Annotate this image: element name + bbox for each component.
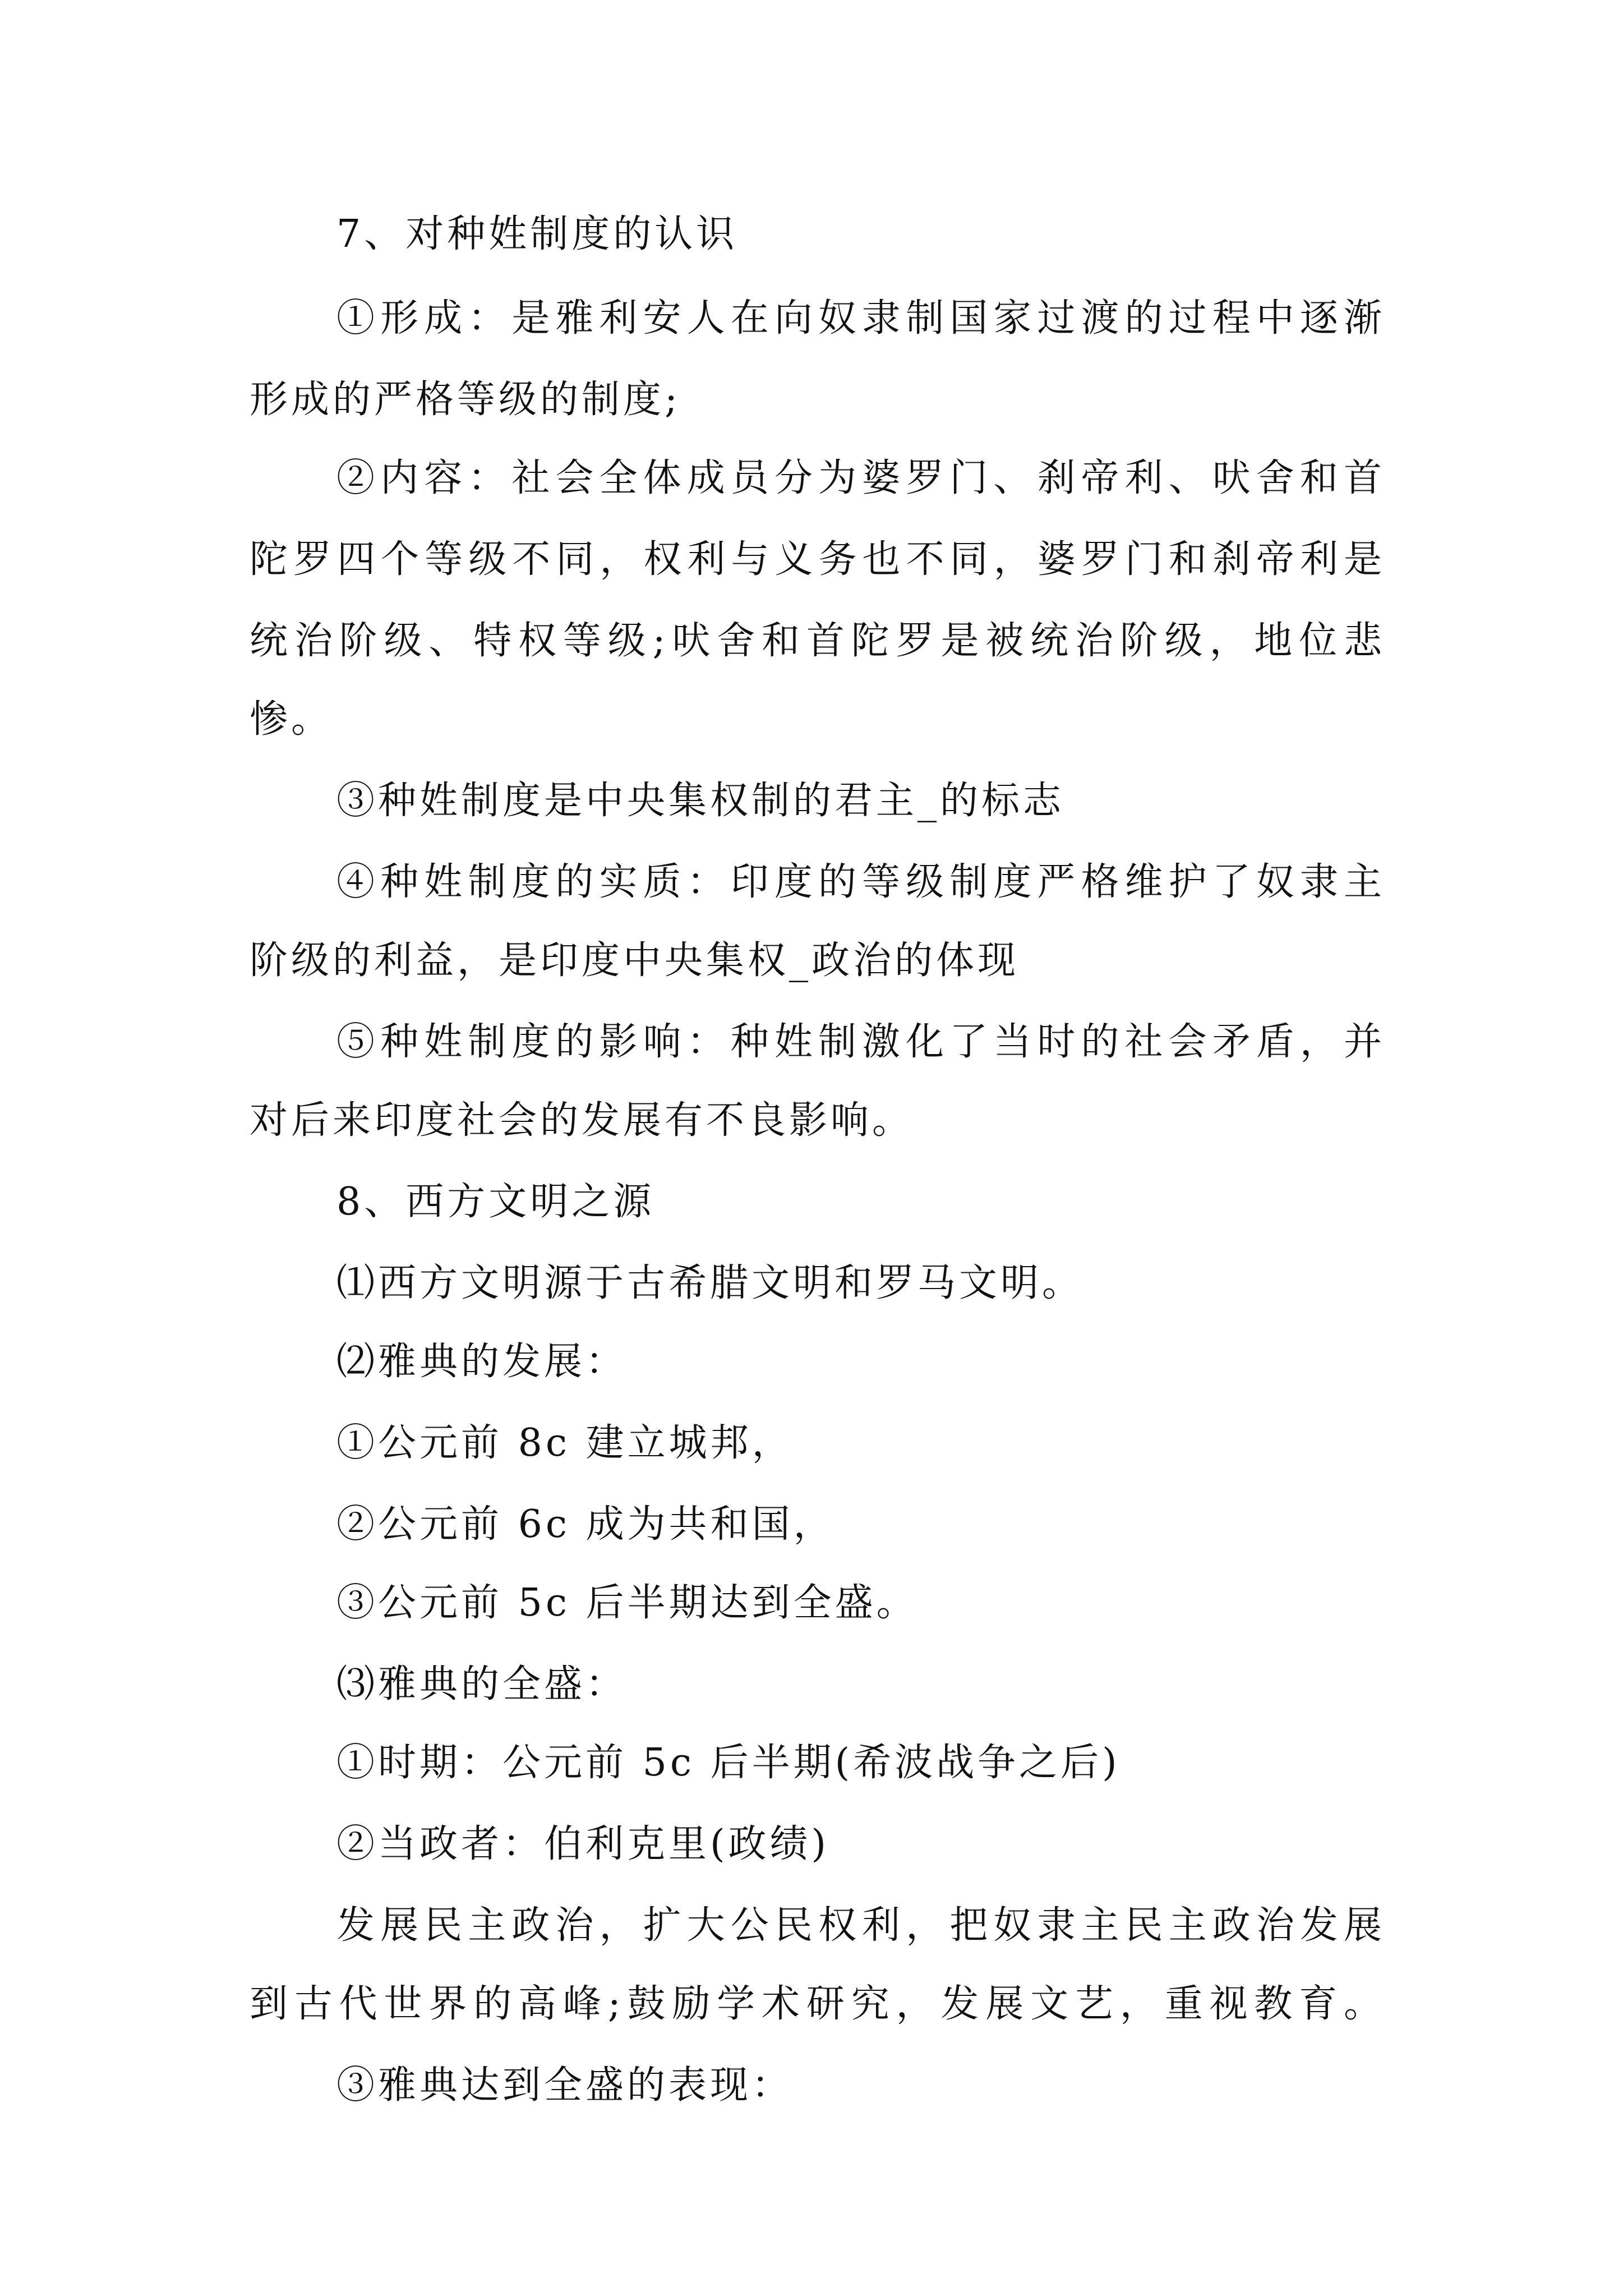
paragraph-line: ③种姓制度是中央集权制的君主_的标志 — [336, 779, 1065, 823]
paragraph-line: 发展民主政治，扩大公民权利，把奴隶主民主政治发展 — [336, 1903, 1385, 1948]
list-item: ③公元前 5c 后半期达到全盛。 — [336, 1581, 918, 1625]
list-item: ①公元前 8c 建立城邦， — [336, 1421, 794, 1465]
list-item: ①时期：公元前 5c 后半期(希波战争之后) — [336, 1741, 1121, 1785]
paragraph-line: 形成的严格等级的制度; — [250, 378, 681, 422]
paragraph-line: ①形成：是雅利安人在向奴隶制国家过渡的过程中逐渐 — [336, 296, 1385, 341]
paragraph-line: 陀罗四个等级不同，权利与义务也不同，婆罗门和刹帝利是 — [250, 537, 1385, 582]
paragraph-line: 到古代世界的高峰;鼓励学术研究，发展文艺，重视教育。 — [250, 1982, 1385, 2026]
paragraph-line: 对后来印度社会的发展有不良影响。 — [250, 1098, 914, 1143]
paragraph-line: ②内容：社会全体成员分为婆罗门、刹帝利、吠舍和首 — [336, 456, 1385, 500]
heading-caste-system: 7、对种姓制度的认识 — [336, 212, 738, 256]
paragraph-line: ⑤种姓制度的影响：种姓制激化了当时的社会矛盾，并 — [336, 1020, 1385, 1064]
paragraph-line: ④种姓制度的实质：印度的等级制度严格维护了奴隶主 — [336, 860, 1385, 904]
heading-western-civilization: 8、西方文明之源 — [336, 1180, 655, 1224]
subheading-athens-development: ⑵雅典的发展： — [336, 1340, 628, 1384]
list-item: ②当政者：伯利克里(政绩) — [336, 1822, 830, 1866]
paragraph-line: 惨。 — [250, 697, 333, 742]
paragraph-line: ⑴西方文明源于古希腊文明和罗马文明。 — [336, 1261, 1084, 1305]
list-item: ②公元前 6c 成为共和国， — [336, 1502, 835, 1547]
paragraph-line: 统治阶级、特权等级;吠舍和首陀罗是被统治阶级，地位悲 — [250, 619, 1385, 663]
paragraph-line: 阶级的利益，是印度中央集权_政治的体现 — [250, 938, 1020, 983]
list-item: ③雅典达到全盛的表现： — [336, 2063, 794, 2108]
subheading-athens-peak: ⑶雅典的全盛： — [336, 1662, 628, 1706]
